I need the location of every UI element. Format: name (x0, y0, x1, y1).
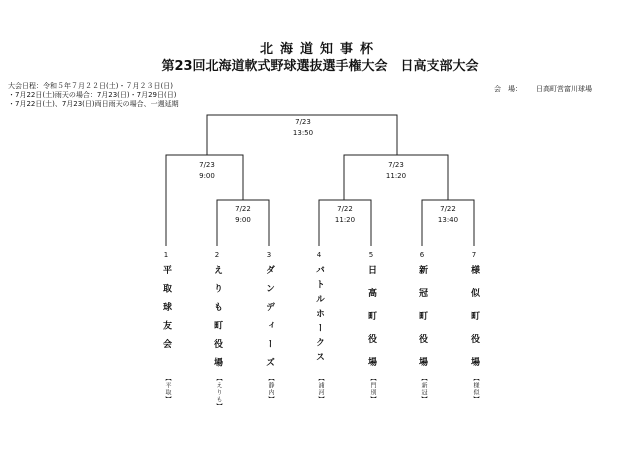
team-3-number: 3 (266, 251, 272, 259)
team-7-number: 7 (471, 251, 477, 259)
venue-value: 日高町営富川球場 (536, 85, 592, 93)
match-r1-c-date: 7/22 (440, 205, 456, 213)
match-semi-right (366, 160, 426, 182)
match-r1-b (315, 204, 375, 226)
match-final-time: 13:50 (292, 129, 314, 137)
team-4-name: バトルホークス (314, 265, 324, 367)
team-7-name: 様似町役場 (469, 265, 479, 380)
team-2-number: 2 (214, 251, 220, 259)
venue-label: 会 場： (494, 85, 522, 93)
match-r1-b-date: 7/22 (337, 205, 353, 213)
match-final-date: 7/23 (295, 118, 311, 126)
team-6-name: 新冠町役場 (417, 265, 427, 380)
team-7-area: 【様似】 (472, 375, 479, 403)
match-r1-a (213, 204, 273, 226)
title-line-1: 北海道知事杯 (259, 42, 380, 57)
team-2-name: えりも町役場 (212, 265, 222, 376)
team-1-name: 平取球友会 (161, 265, 171, 358)
match-final (273, 117, 333, 139)
team-5-name: 日高町役場 (366, 265, 376, 380)
team-6-number: 6 (419, 251, 425, 259)
match-semi-left-date: 7/23 (199, 161, 215, 169)
team-3-name: ダンディーズ (264, 265, 274, 376)
schedule-line-3: ・7月22日(土)、7月23(日)両日雨天の場合、一週延期 (8, 100, 179, 108)
schedule-line-1: 大会日程：令和５年７月２２日(土)・７月２３日(日) (8, 82, 173, 90)
schedule-line-2: ・7月22日(土)雨天の場合：7月23(日)・7月29日(日) (8, 91, 177, 99)
match-semi-left-time: 9:00 (199, 172, 215, 180)
match-r1-a-date: 7/22 (235, 205, 251, 213)
team-6-area: 【新冠】 (420, 375, 427, 403)
team-3-area: 【静内】 (267, 375, 274, 403)
match-semi-left (177, 160, 237, 182)
team-1-area: 【平取】 (164, 375, 171, 403)
team-5-number: 5 (368, 251, 374, 259)
match-r1-c-time: 13:40 (437, 216, 459, 224)
team-4-number: 4 (316, 251, 322, 259)
match-r1-c (418, 204, 478, 226)
match-semi-right-date: 7/23 (388, 161, 404, 169)
team-1-number: 1 (163, 251, 169, 259)
match-r1-b-time: 11:20 (334, 216, 356, 224)
team-2-area: 【えりも】 (215, 375, 222, 410)
team-5-area: 【門別】 (369, 375, 376, 403)
match-semi-right-time: 11:20 (385, 172, 407, 180)
match-r1-a-time: 9:00 (235, 216, 251, 224)
title-line-2: 第23回北海道軟式野球選抜選手権大会 日高支部大会 (161, 59, 479, 74)
team-4-area: 【浦河】 (317, 375, 324, 403)
